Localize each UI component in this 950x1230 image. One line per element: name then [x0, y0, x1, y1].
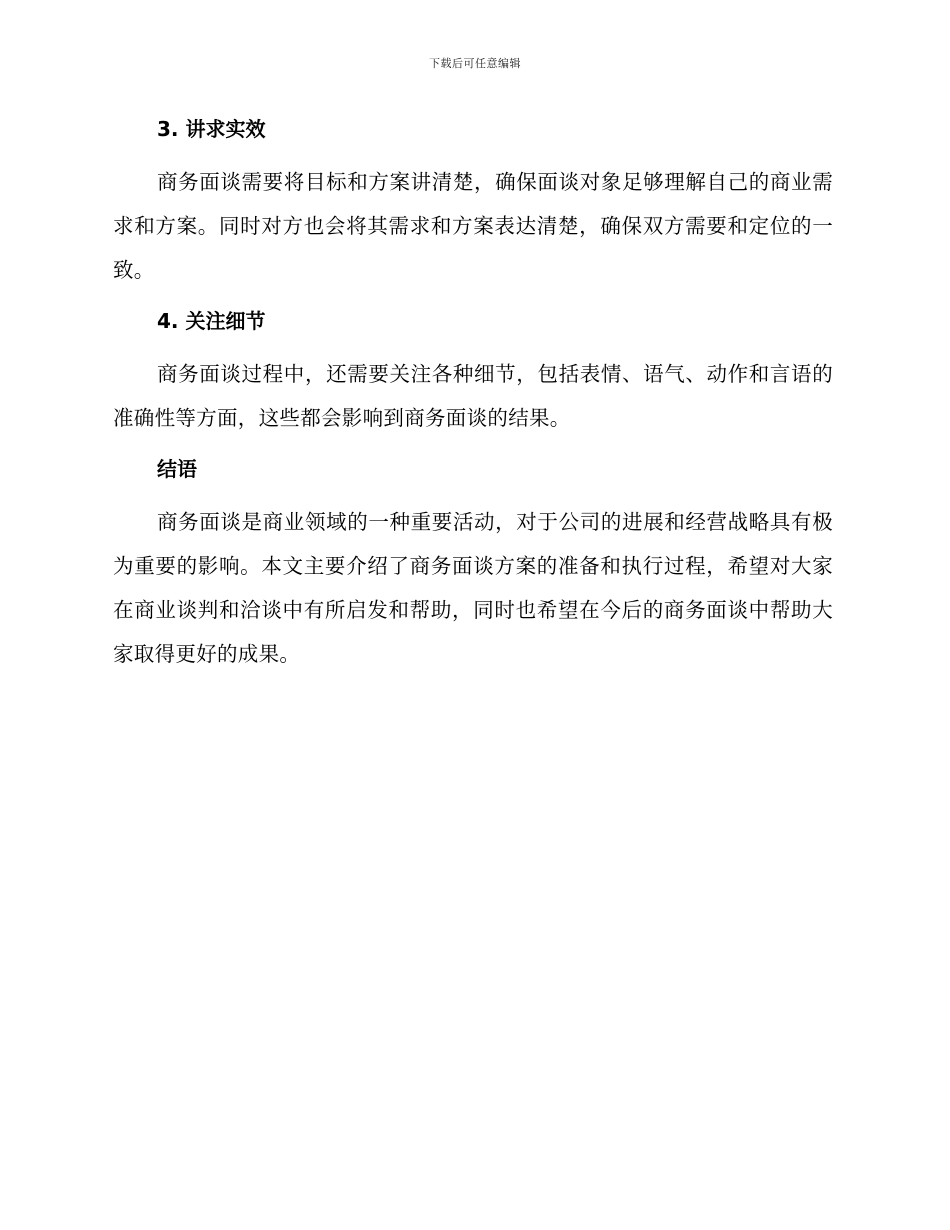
- section-heading-details: 4. 关注细节: [157, 309, 266, 333]
- page-header: 下载后可任意编辑: [429, 57, 521, 70]
- document-body: [113, 110, 833, 676]
- section-paragraph-details: 商务面谈过程中，还需要关注各种细节，包括表情、语气、动作和言语的准确性等方面，这些都会影响到商务面谈的结果。: [113, 362, 833, 430]
- section-heading-practical: 3. 讲求实效: [157, 117, 266, 141]
- section-heading-conclusion: 结语: [157, 457, 197, 481]
- section-paragraph-practical: 商务面谈需要将目标和方案讲清楚，确保面谈对象足够理解自己的商业需求和方案。同时对方也会将其需求和方案表达清楚，确保双方需要和定位的一致。: [113, 170, 833, 282]
- section-paragraph-conclusion: 商务面谈是商业领域的一种重要活动，对于公司的进展和经营战略具有极为重要的影响。本文主要介绍了商务面谈方案的准备和执行过程，希望对大家在商业谈判和洽谈中有所启发和帮助，同时也希望在今后的商务面谈中帮助大家取得更好的成果。: [113, 510, 833, 666]
